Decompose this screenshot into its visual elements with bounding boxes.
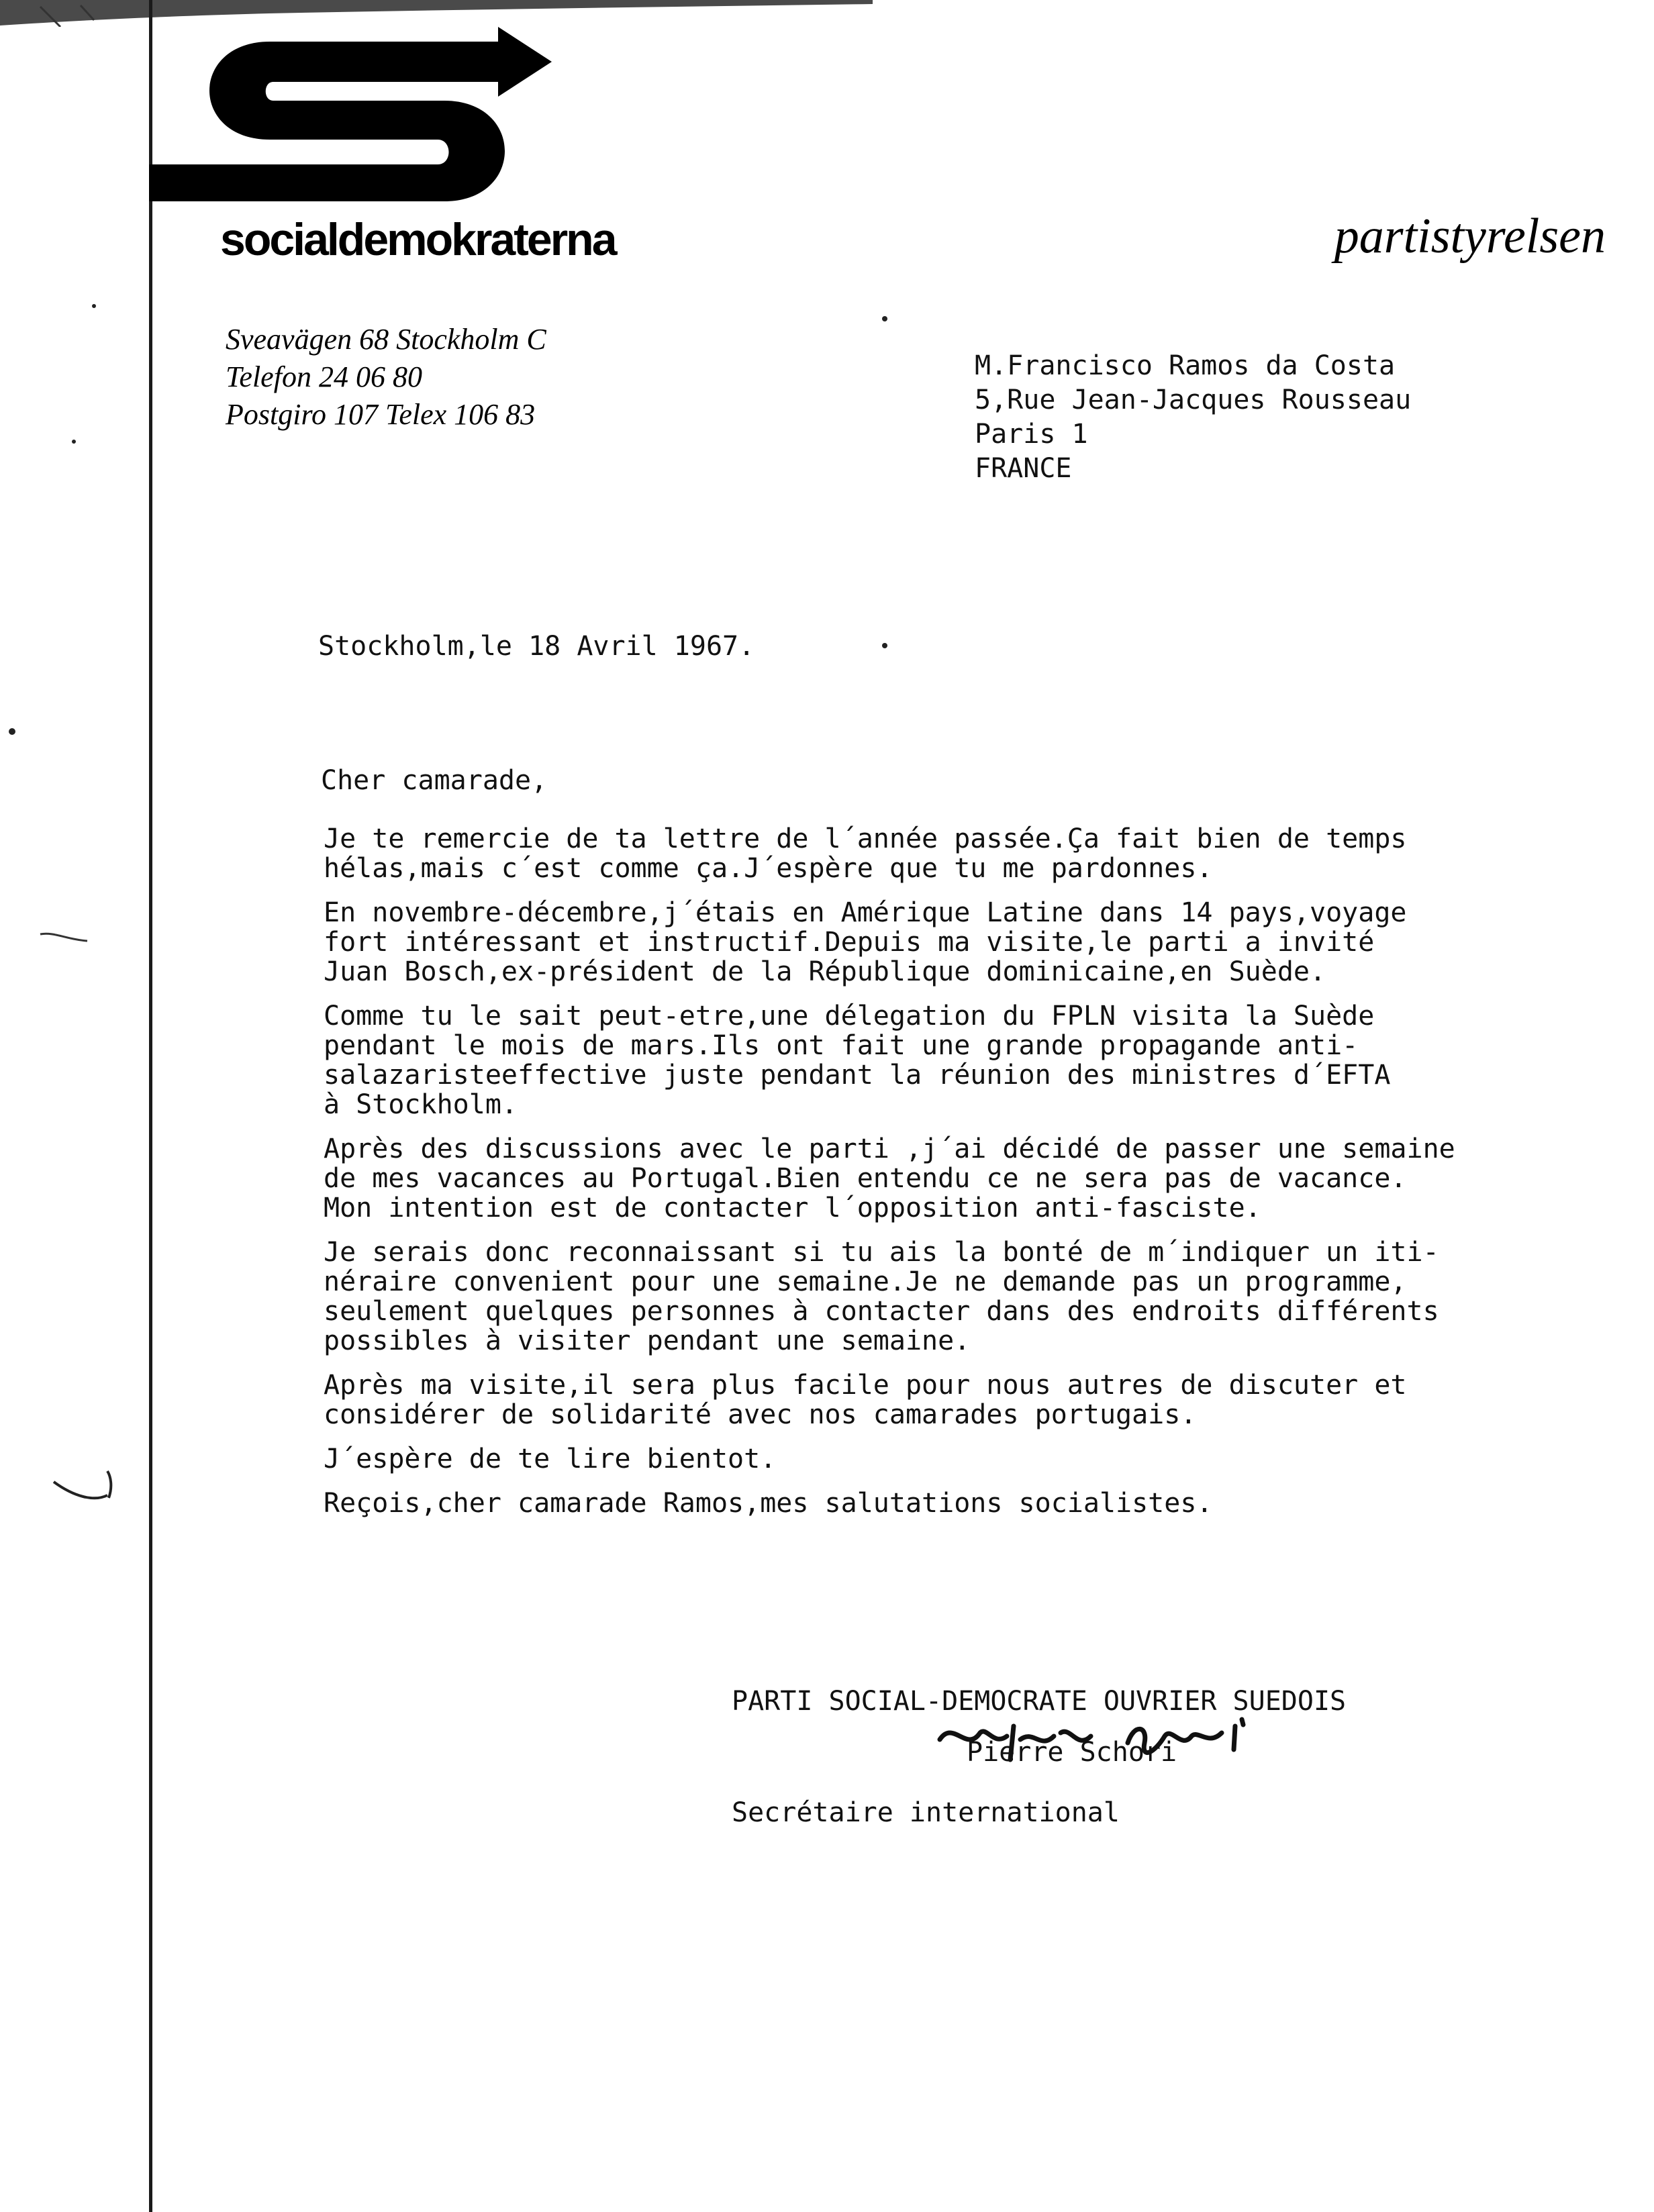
sender-address-line: Sveavägen 68 Stockholm C	[226, 323, 546, 356]
body-line: fort intéressant et instructif.Depuis ma visite,le parti a invité	[324, 927, 1375, 958]
body-line: à Stockholm.	[324, 1089, 518, 1120]
body-line: Juan Bosch,ex-président de la République dominicaine,en Suède.	[324, 956, 1326, 987]
body-line: En novembre-décembre,j´étais en Amérique Latine dans 14 pays,voyage	[324, 897, 1407, 928]
recipient-line: FRANCE	[975, 453, 1072, 484]
body-line: seulement quelques personnes à contacter dans des endroits différents	[324, 1296, 1439, 1327]
sender-address-line: Postgiro 107 Telex 106 83	[226, 398, 536, 431]
body-line: possibles à visiter pendant une semaine.	[324, 1325, 971, 1356]
body-line: pendant le mois de mars.Ils ont fait une grande propagande anti-	[324, 1030, 1359, 1061]
body-line: Je serais donc reconnaissant si tu ais la bonté de m´indiquer un iti-	[324, 1237, 1439, 1268]
body-line: Comme tu le sait peut-etre,une délegation du FPLN visita la Suède	[324, 1001, 1375, 1032]
body-line: J´espère de te lire bientot.	[324, 1444, 777, 1474]
body-line: Après ma visite,il sera plus facile pour nous autres de discuter et	[324, 1370, 1407, 1401]
recipient-line: 5,Rue Jean-Jacques Rousseau	[975, 385, 1412, 415]
body-paragraph	[324, 1370, 1619, 1429]
body-line: de mes vacances au Portugal.Bien entendu ce ne sera pas de vacance.	[324, 1163, 1407, 1194]
body-paragraph	[324, 1489, 1619, 1518]
scan-smudge	[0, 0, 873, 27]
body-line: hélas,mais c´est comme ça.J´espère que tu me pardonnes.	[324, 853, 1213, 884]
left-margin-rule	[149, 0, 152, 2212]
body-paragraph	[324, 824, 1619, 883]
body-paragraph	[324, 1444, 1619, 1474]
body-paragraph	[324, 1001, 1619, 1119]
body-line: considérer de solidarité avec nos camarades portugais.	[324, 1399, 1197, 1430]
body-paragraph	[324, 1134, 1619, 1223]
body-line: Après des discussions avec le parti ,j´ai décidé de passer une semaine	[324, 1134, 1455, 1164]
signature-block	[732, 1685, 1346, 1829]
body-line: Je te remercie de ta lettre de l´année passée.Ça fait bien de temps	[324, 823, 1407, 854]
sender-address	[226, 321, 546, 434]
recipient-line: Paris 1	[975, 419, 1088, 450]
sender-address-line: Telefon 24 06 80	[226, 360, 422, 393]
arrow-s-logo-icon	[149, 27, 565, 201]
signature-name: Pierre Schori	[967, 1737, 1177, 1768]
body-line: néraire convenient pour une semaine.Je ne demande pas un programme,	[324, 1266, 1407, 1297]
body-line: salazaristeeffective juste pendant la réunion des ministres d´EFTA	[324, 1060, 1391, 1091]
recipient-line: M.Francisco Ramos da Costa	[975, 350, 1396, 381]
handwritten-signature	[926, 1713, 1275, 1773]
body-line: Mon intention est de contacter l´opposition anti-fasciste.	[324, 1193, 1261, 1223]
body-line: Reçois,cher camarade Ramos,mes salutations socialistes.	[324, 1488, 1213, 1519]
body-paragraph	[324, 1238, 1619, 1356]
signature-organization: PARTI SOCIAL-DEMOCRATE OUVRIER SUEDOIS	[732, 1686, 1347, 1717]
brand-wordmark: socialdemokraterna	[220, 214, 616, 265]
signature-name-line	[967, 1736, 1346, 1769]
body-paragraph	[324, 898, 1619, 987]
letter-body	[324, 824, 1619, 1533]
signature-title: Secrétaire international	[732, 1797, 1120, 1828]
date-line: Stockholm,le 18 Avril 1967.	[318, 631, 755, 662]
recipient-address	[975, 349, 1411, 486]
greeting: Cher camarade,	[321, 765, 548, 796]
department-name: partistyrelsen	[1334, 209, 1606, 264]
